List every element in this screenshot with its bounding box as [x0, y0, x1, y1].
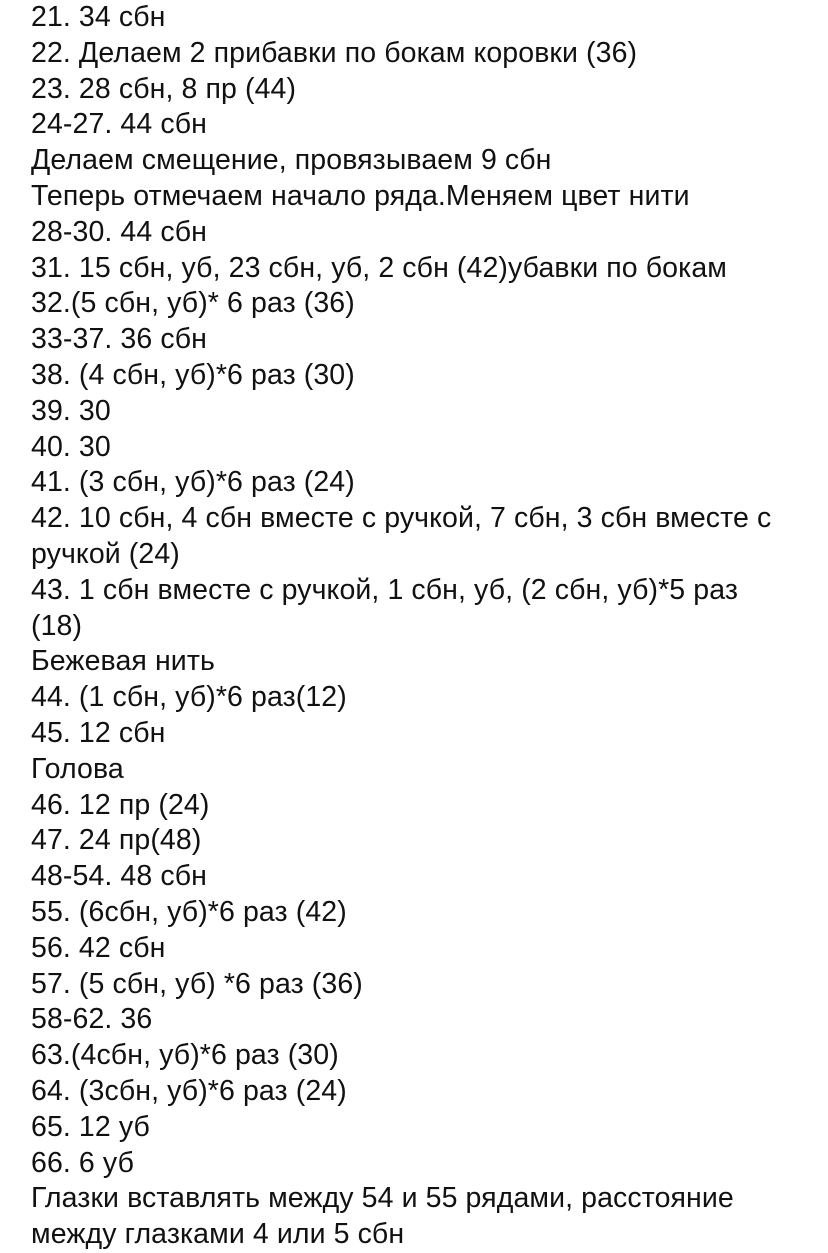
note-line: 45. 12 сбн	[31, 716, 166, 749]
note-line: 48-54. 48 сбн	[31, 860, 207, 893]
note-line: 41. (3 сбн, уб)*6 раз (24)	[31, 466, 355, 499]
note-line: 43. 1 сбн вместе с ручкой, 1 сбн, уб, (2 сбн, уб)*5 раз	[31, 573, 738, 606]
note-line: 33-37. 36 сбн	[31, 323, 207, 356]
note-line: 24-27. 44 сбн	[31, 108, 207, 141]
note-line: 31. 15 сбн, уб, 23 сбн, уб, 2 сбн (42)убавки по бокам	[31, 251, 727, 284]
note-line: 64. (3сбн, уб)*6 раз (24)	[31, 1074, 347, 1107]
note-line: Делаем смещение, провязываем 9 сбн	[31, 144, 552, 177]
note-line: 63.(4сбн, уб)*6 раз (30)	[31, 1039, 339, 1072]
note-line: 65. 12 уб	[31, 1110, 150, 1143]
note-line: 28-30. 44 сбн	[31, 215, 207, 248]
note-line: Теперь отмечаем начало ряда.Меняем цвет нити	[31, 179, 690, 212]
note-line: 21. 34 сбн	[31, 1, 166, 33]
note-line: 42. 10 сбн, 4 сбн вместе с ручкой, 7 сбн, 3 сбн вместе с	[31, 502, 772, 535]
note-line: 32.(5 сбн, уб)* 6 раз (36)	[31, 287, 355, 320]
note-line: 55. (6сбн, уб)*6 раз (42)	[31, 895, 347, 928]
note-line: Голова	[31, 752, 124, 785]
note-text-body	[31, 0, 811, 1253]
note-line: 44. (1 сбн, уб)*6 раз(12)	[31, 681, 347, 714]
note-line: Бежевая нить	[31, 645, 215, 678]
note-line: между глазками 4 или 5 сбн	[31, 1218, 405, 1251]
note-line: 22. Делаем 2 прибавки по бокам коровки (36)	[31, 36, 638, 69]
note-line: 56. 42 сбн	[31, 931, 166, 964]
note-line: 38. (4 сбн, уб)*6 раз (30)	[31, 358, 355, 391]
note-line: 46. 12 пр (24)	[31, 788, 210, 821]
note-line: 23. 28 сбн, 8 пр (44)	[31, 72, 297, 105]
note-line: Глазки вставлять между 54 и 55 рядами, расстояние	[31, 1182, 734, 1215]
note-line: 57. (5 сбн, уб) *6 раз (36)	[31, 967, 363, 1000]
note-line: 66. 6 уб	[31, 1146, 134, 1179]
note-line: 40. 30	[31, 430, 111, 463]
note-line: 58-62. 36	[31, 1003, 153, 1036]
note-line: ручкой (24)	[31, 537, 180, 570]
note-line: 39. 30	[31, 394, 111, 427]
note-line: 47. 24 пр(48)	[31, 824, 202, 857]
note-line: (18)	[31, 609, 83, 642]
